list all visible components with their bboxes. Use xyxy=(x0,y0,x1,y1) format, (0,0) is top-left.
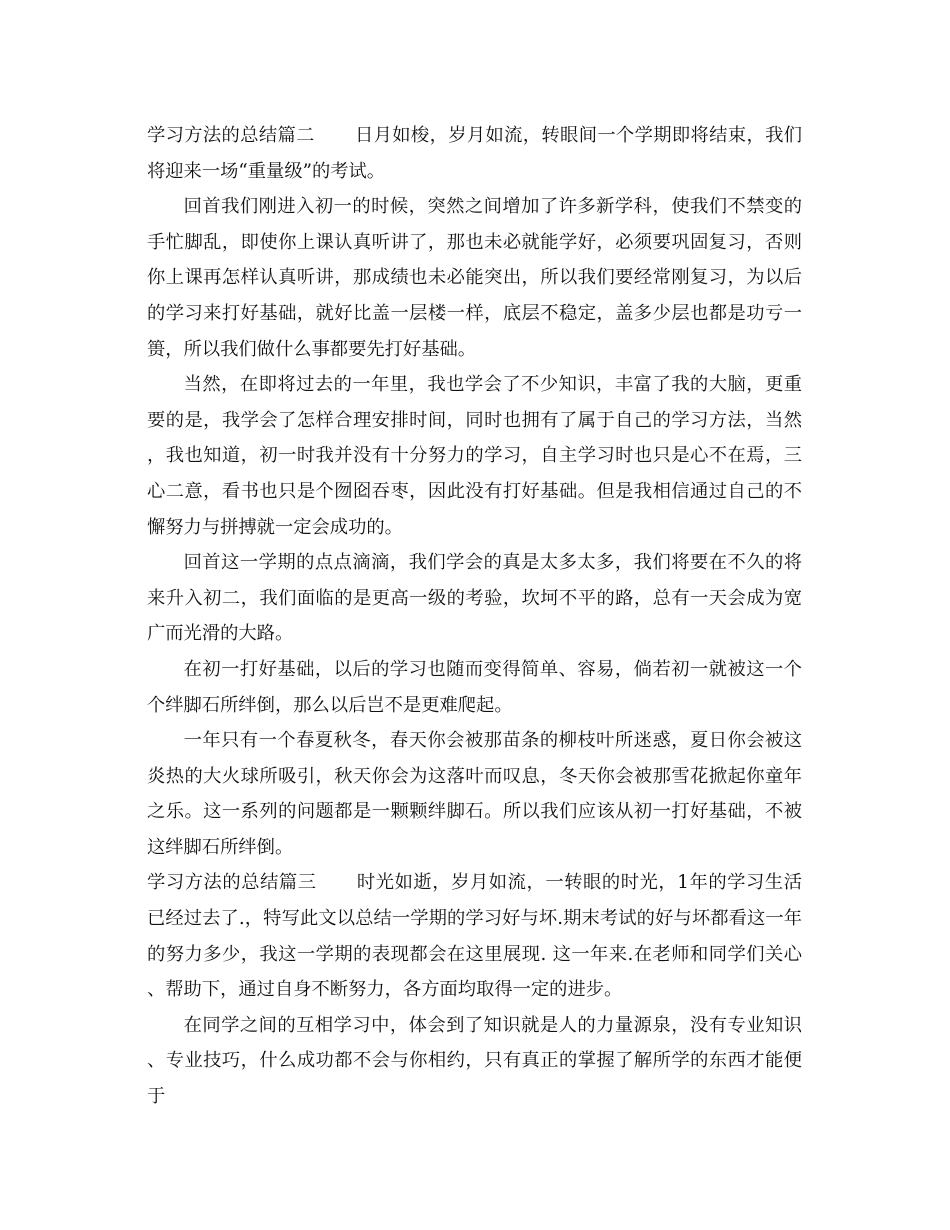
section-3-paragraph-1: 时光如逝，岁月如流，一转眼的时光，1年的学习生活已经过去了.，特写此文以总结一学期的学习好与坏.期末考试的好与坏都看这一年的努力多少，我这一学期的表现都会在这里展现. 这一年来.在老师和同学们关心、帮助下，通过自身不断努力，各方面均取得一定的进步。 xyxy=(147,872,802,1001)
section-3-paragraph-2: 在同学之间的互相学习中，体会到了知识就是人的力量源泉，没有专业知识、专业技巧，什么成功都不会与你相约，只有真正的掌握了解所学的东西才能便于 xyxy=(147,1014,802,1108)
section-2-paragraph-5: 在初一打好基础，以后的学习也随而变得简单、容易，倘若初一就被这一个个绊脚石所绊倒，那么以后岂不是更难爬起。 xyxy=(147,658,802,716)
section-3-first-paragraph xyxy=(147,865,802,1007)
section-3-heading: 学习方法的总结篇三 xyxy=(147,872,317,894)
section-2-paragraph-3: 当然，在即将过去的一年里，我也学会了不少知识，丰富了我的大脑，更重要的是，我学会了怎样合理安排时间，同时也拥有了属于自己的学习方法，当然，我也知道，初一时我并没有十分努力的学习，自主学习时也只是心不在焉，三心二意，看书也只是个囫囵吞枣，因此没有打好基础。但是我相信通过自己的不懈努力与拼搏就一定会成功的。 xyxy=(147,374,802,538)
section-2-paragraph-4: 回首这一学期的点点滴滴，我们学会的真是太多太多，我们将要在不久的将来升入初二，我们面临的是更高一级的考验，坎坷不平的路，总有一天会成为宽广而光滑的大路。 xyxy=(147,552,802,645)
section-2-heading: 学习方法的总结篇二 xyxy=(147,125,315,146)
section-2-paragraph-6: 一年只有一个春夏秋冬，春天你会被那苗条的柳枝叶所迷惑，夏日你会被这炎热的大火球所吸引，秋天你会为这落叶而叹息，冬天你会被那雪花掀起你童年之乐。这一系列的问题都是一颗颗绊脚石。所以我们应该从初一打好基础，不被这绊脚石所绊倒。 xyxy=(147,730,802,858)
section-2-paragraph-1: 日月如梭，岁月如流，转眼间一个学期即将结束，我们将迎来一场“重量级”的考试。 xyxy=(147,125,803,182)
section-2-first-paragraph xyxy=(147,118,802,189)
document-body xyxy=(147,118,802,1115)
section-2-paragraph-2: 回首我们刚进入初一的时候，突然之间增加了许多新学科，使我们不禁变的手忙脚乱，即使你上课认真听讲了，那也未必就能学好，必须要巩固复习，否则你上课再怎样认真听讲，那成绩也未必能突出，所以我们要经常刚复习，为以后的学习来打好基础，就好比盖一层楼一样，底层不稳定，盖多少层也都是功亏一篑，所以我们做什么事都要先打好基础。 xyxy=(147,196,802,360)
